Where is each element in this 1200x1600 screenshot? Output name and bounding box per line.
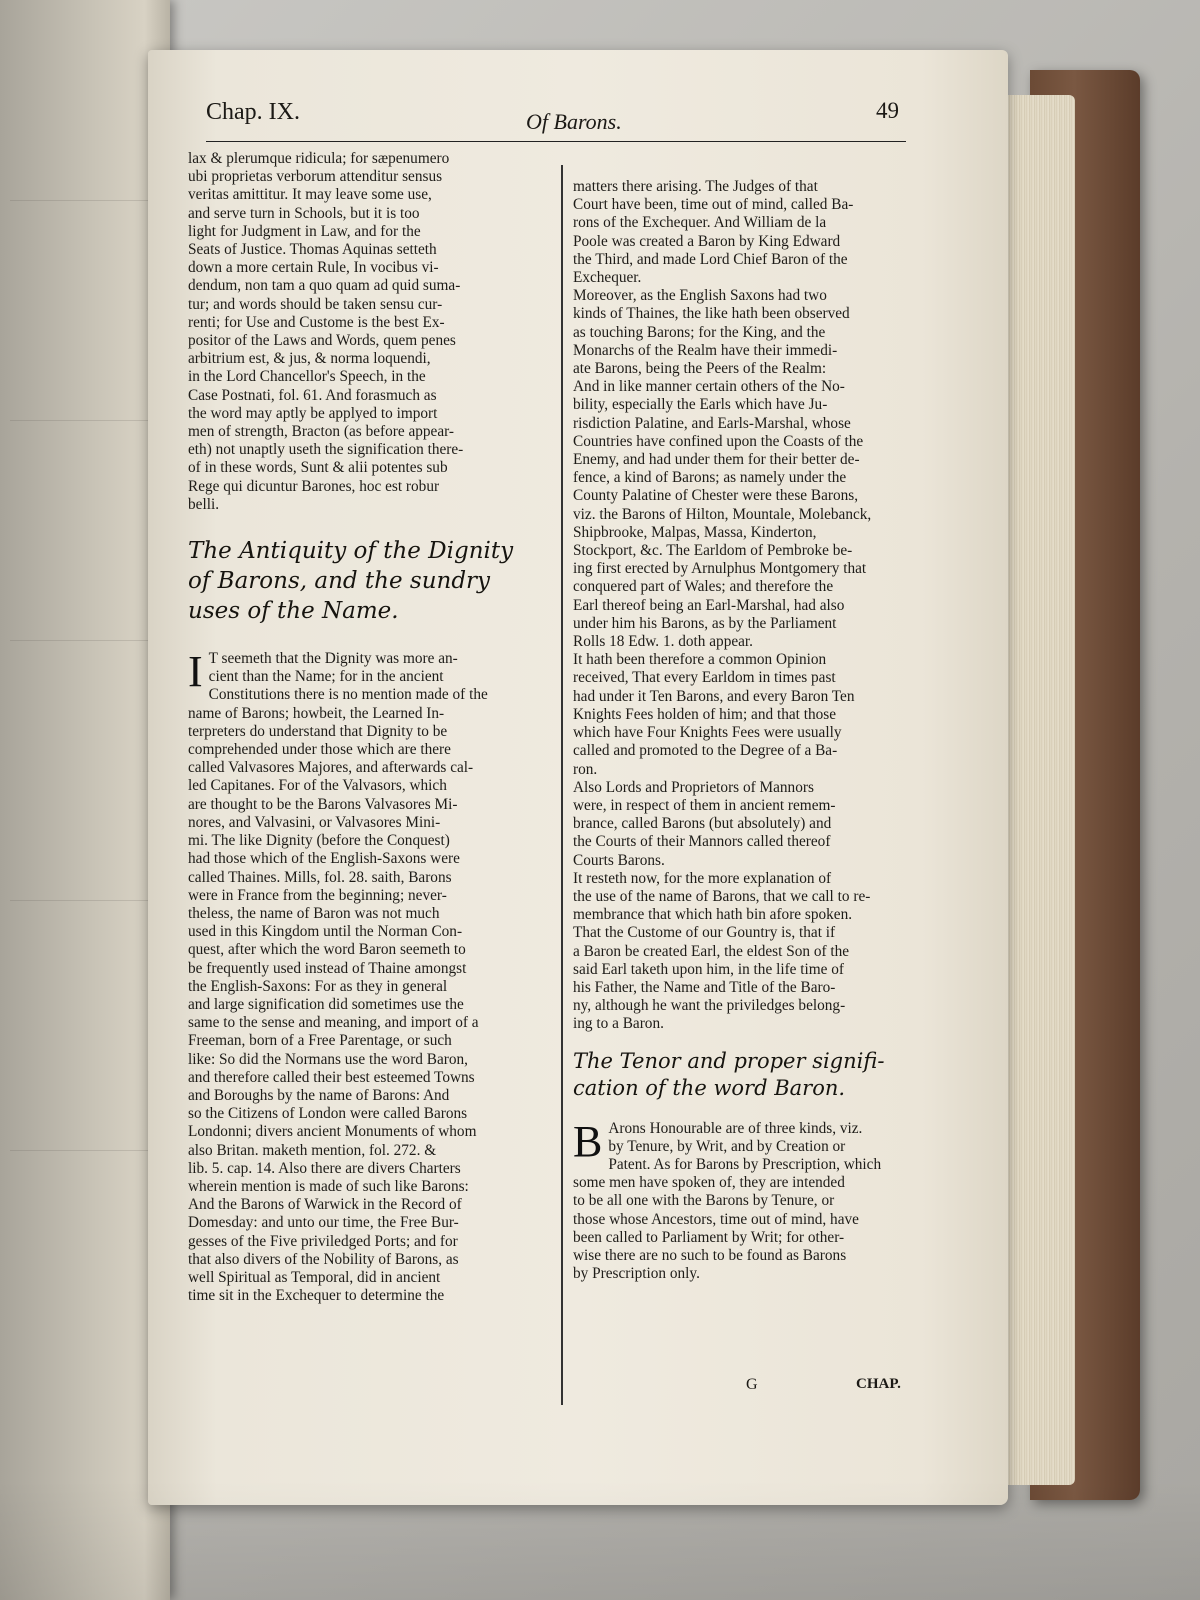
text-line: comprehended under those which are there	[188, 741, 451, 759]
text-line: the Courts of their Mannors called thereof	[573, 833, 831, 851]
text-line: cient than the Name; for in the ancient	[208, 668, 444, 686]
text-line: ron.	[573, 760, 598, 778]
text-line: Rege qui dicuntur Barones, hoc est robur	[188, 477, 440, 495]
left-column	[188, 150, 548, 1305]
chapter-label: Chap. IX.	[206, 99, 300, 125]
text-line: Freeman, born of a Free Parentage, or such	[188, 1032, 452, 1050]
text-line: were in France from the beginning; never-	[188, 886, 447, 904]
text-line: arbitrium est, & jus, & norma loquendi,	[188, 350, 431, 368]
text-line: terpreters do understand that Dignity to be	[188, 722, 448, 740]
text-line: Also Lords and Proprietors of Mannors	[573, 778, 814, 796]
text-line: And in like manner certain others of the No-	[573, 378, 845, 396]
heading-line: The Tenor and proper signifi-	[573, 1048, 885, 1073]
text-line: Domesday: and unto our time, the Free Bur-	[188, 1214, 459, 1232]
text-line: Case Postnati, fol. 61. And forasmuch as	[188, 386, 437, 404]
heading-line: of Barons, and the sundry	[188, 568, 491, 595]
text-line: ny, although he want the priviledges belong-	[573, 997, 846, 1015]
text-line: T seemeth that the Dignity was more an-	[208, 650, 458, 668]
catchword: CHAP.	[856, 1376, 901, 1392]
text-line: led Capitanes. For of the Valvasors, which	[188, 777, 447, 795]
right-body-a	[573, 178, 913, 1034]
text-line: light for Judgment in Law, and for the	[188, 222, 421, 240]
page-number: 49	[876, 98, 899, 123]
text-line: matters there arising. The Judges of that	[573, 178, 818, 195]
text-line: theless, the name of Baron was not much	[188, 904, 440, 922]
text-line: And the Barons of Warwick in the Record of	[188, 1196, 462, 1214]
text-line: ing to a Baron.	[573, 1015, 664, 1033]
section-heading-antiquity	[188, 536, 548, 626]
text-line: also Britan. maketh mention, fol. 272. &	[188, 1141, 437, 1159]
text-line: Patent. As for Barons by Prescription, which	[608, 1155, 882, 1173]
left-page-edge	[0, 0, 170, 1600]
text-line: as touching Barons; for the King, and the	[573, 323, 826, 341]
running-title: Of Barons.	[526, 109, 622, 134]
text-line: which have Four Knights Fees were usually	[573, 724, 842, 742]
text-line: Londonni; divers ancient Monuments of whom	[188, 1123, 477, 1141]
text-line: fence, a kind of Barons; as namely under the	[573, 469, 847, 487]
text-line: dendum, non tam a quo quam ad quid suma-	[188, 277, 461, 295]
text-line: and large signification did sometimes use the	[188, 995, 464, 1013]
text-line: It resteth now, for the more explanation of	[573, 869, 832, 887]
right-body-b	[573, 1116, 913, 1284]
text-line: Poole was created a Baron by King Edward	[573, 232, 841, 250]
text-line: had those which of the English-Saxons were	[188, 850, 460, 868]
text-line: gesses of the Five priviledged Ports; and for	[188, 1232, 458, 1250]
text-line: the English-Saxons: For as they in general	[188, 977, 448, 995]
drop-cap-b: B	[573, 1116, 603, 1166]
text-line: some men have spoken of, they are intended	[573, 1174, 845, 1192]
text-line: veritas amittitur. It may leave some use,	[188, 186, 432, 204]
text-line: Earl thereof being an Earl-Marshal, had also	[573, 596, 845, 614]
text-line: the Third, and made Lord Chief Baron of the	[573, 250, 848, 268]
book-page	[148, 50, 1008, 1505]
text-line: viz. the Barons of Hilton, Mountale, Molebanck,	[573, 505, 872, 523]
text-line: to be all one with the Barons by Tenure, or	[573, 1192, 835, 1210]
text-line: positor of the Laws and Words, quem penes	[188, 332, 456, 350]
text-line: lib. 5. cap. 14. Also there are divers Charters	[188, 1159, 461, 1177]
text-line: kinds of Thaines, the like hath been observed	[573, 305, 850, 323]
left-intro	[188, 150, 548, 514]
text-line: rons of the Exchequer. And William de la	[573, 214, 827, 232]
text-line: Seats of Justice. Thomas Aquinas setteth	[188, 241, 437, 259]
left-body	[188, 647, 548, 1305]
text-line: Exchequer.	[573, 269, 642, 287]
text-line: ate Barons, being the Peers of the Realm:	[573, 360, 827, 378]
text-line: Rolls 18 Edw. 1. doth appear.	[573, 633, 753, 651]
text-line: It hath been therefore a common Opinion	[573, 651, 827, 669]
text-line: well Spiritual as Temporal, did in ancient	[188, 1268, 441, 1286]
text-line: tur; and words should be taken sensu cur-	[188, 295, 443, 313]
text-line: Constitutions there is no mention made of the	[208, 686, 488, 704]
text-line: had under it Ten Barons, and every Baron Ten	[573, 687, 855, 705]
running-header	[206, 95, 906, 142]
text-line: Court have been, time out of mind, called Ba-	[573, 196, 854, 214]
text-line: nores, and Valvasini, or Valvasores Mini-	[188, 813, 441, 831]
text-line: quest, after which the word Baron seemeth to	[188, 941, 466, 959]
text-line: were, in respect of them in ancient remem-	[573, 796, 836, 814]
text-line: Stockport, &c. The Earldom of Pembroke be-	[573, 542, 853, 560]
text-line: County Palatine of Chester were these Barons,	[573, 487, 859, 505]
text-line: time sit in the Exchequer to determine the	[188, 1287, 445, 1305]
text-line: and therefore called their best esteemed Towns	[188, 1068, 475, 1086]
section-heading-tenor	[573, 1048, 913, 1102]
text-line: called Valvasores Majores, and afterwards cal-	[188, 759, 474, 777]
drop-cap-i: I	[188, 647, 203, 697]
text-line: a Baron be created Earl, the eldest Son of the	[573, 942, 850, 960]
text-line: risdiction Palatine, and Earls-Marshal, whose	[573, 414, 851, 432]
text-line: mi. The like Dignity (before the Conquest)	[188, 832, 450, 850]
text-line: so the Citizens of London were called Barons	[188, 1105, 468, 1123]
text-line: under him his Barons, as by the Parliament	[573, 614, 837, 632]
text-line: of in these words, Sunt & alii potentes sub	[188, 459, 448, 477]
text-line: be frequently used instead of Thaine amongst	[188, 959, 467, 977]
text-line: that also divers of the Nobility of Barons, as	[188, 1250, 459, 1268]
heading-line: uses of the Name.	[188, 598, 399, 625]
text-line: lax & plerumque ridicula; for sæpenumero	[188, 150, 450, 167]
text-line: conquered part of Wales; and therefore the	[573, 578, 834, 596]
text-line: Arons Honourable are of three kinds, viz.	[608, 1119, 863, 1137]
text-line: received, That every Earldom in times past	[573, 669, 836, 687]
text-line: Enemy, and had under them for their better de-	[573, 451, 860, 469]
text-line: men of strength, Bracton (as before appear-	[188, 423, 454, 441]
heading-line: cation of the word Baron.	[573, 1075, 846, 1100]
text-line: Knights Fees holden of him; and that those	[573, 705, 836, 723]
text-line: by Tenure, by Writ, and by Creation or	[608, 1137, 846, 1155]
text-line: belli.	[188, 495, 220, 513]
text-line: in the Lord Chancellor's Speech, in the	[188, 368, 426, 386]
heading-line: The Antiquity of the Dignity	[188, 538, 514, 565]
text-line: called and promoted to the Degree of a Ba-	[573, 742, 838, 760]
text-line: by Prescription only.	[573, 1265, 700, 1283]
text-line: name of Barons; howbeit, the Learned In-	[188, 704, 445, 722]
text-line: Monarchs of the Realm have their immedi-	[573, 341, 838, 359]
bottom-shadow	[0, 1480, 1200, 1600]
text-line: ubi proprietas verborum attenditur sensus	[188, 168, 443, 186]
column-rule	[561, 165, 563, 1405]
text-line: used in this Kingdom until the Norman Con-	[188, 923, 463, 941]
text-line: those whose Ancestors, time out of mind, have	[573, 1210, 859, 1228]
text-line: his Father, the Name and Title of the Baro-	[573, 978, 836, 996]
text-line: Countries have confined upon the Coasts of the	[573, 432, 864, 450]
text-line: called Thaines. Mills, fol. 28. saith, Barons	[188, 868, 452, 886]
text-line: brance, called Barons (but absolutely) and	[573, 815, 832, 833]
text-line: ing first erected by Arnulphus Montgomery that	[573, 560, 867, 578]
text-line: wise there are no such to be found as Barons	[573, 1246, 847, 1264]
text-line: been called to Parliament by Writ; for other-	[573, 1228, 845, 1246]
text-line: wherein mention is made of such like Barons:	[188, 1177, 469, 1195]
signature-mark: G	[746, 1376, 758, 1393]
text-line: same to the sense and meaning, and import of a	[188, 1014, 479, 1032]
text-line: the use of the name of Barons, that we call to re-	[573, 887, 871, 905]
text-line: bility, especially the Earls which have Ju-	[573, 396, 828, 414]
text-line: That the Custome of our Gountry is, that if	[573, 924, 836, 942]
text-line: Moreover, as the English Saxons had two	[573, 287, 827, 305]
text-line: like: So did the Normans use the word Baron,	[188, 1050, 468, 1068]
text-line: and serve turn in Schools, but it is too	[188, 204, 420, 222]
text-line: said Earl taketh upon him, in the life time of	[573, 960, 845, 978]
text-line: membrance that which hath bin afore spoken.	[573, 906, 853, 924]
right-column	[573, 178, 913, 1283]
text-line: renti; for Use and Custome is the best Ex-	[188, 313, 445, 331]
text-line: the word may aptly be applyed to import	[188, 404, 438, 422]
text-line: down a more certain Rule, In vocibus vi-	[188, 259, 439, 277]
text-line: are thought to be the Barons Valvasores Mi-	[188, 795, 458, 813]
text-line: and Boroughs by the name of Barons: And	[188, 1086, 450, 1104]
text-line: eth) not unaptly useth the signification there-	[188, 441, 464, 459]
text-line: Shipbrooke, Malpas, Massa, Kinderton,	[573, 523, 817, 541]
text-line: Courts Barons.	[573, 851, 665, 869]
